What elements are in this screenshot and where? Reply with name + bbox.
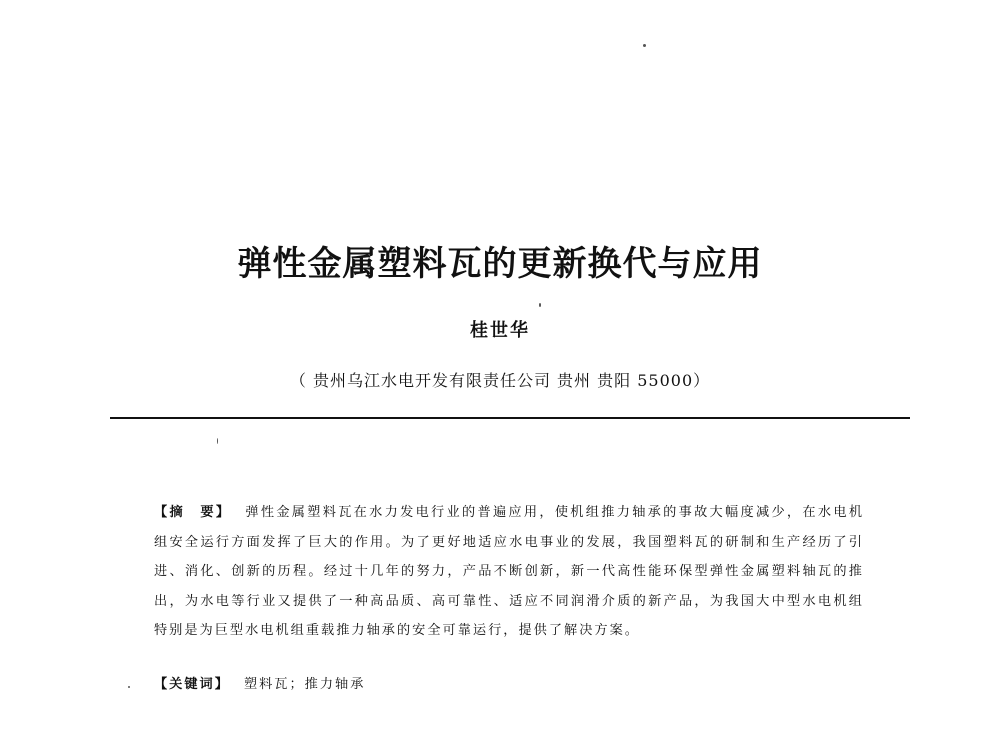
keywords-label: 【关键词】 xyxy=(154,677,230,692)
scan-speck xyxy=(643,44,646,47)
author-affiliation: （ 贵州乌江水电开发有限责任公司 贵州 贵阳 55000） xyxy=(289,371,711,390)
keywords-text: 塑料瓦；推力轴承 xyxy=(243,677,366,692)
header-divider xyxy=(110,417,910,419)
scan-speck xyxy=(539,303,541,307)
scan-speck xyxy=(128,686,130,688)
keywords-block xyxy=(154,673,365,692)
abstract-text: 弹性金属塑料瓦在水力发电行业的普遍应用，使机组推力轴承的事故大幅度减少，在水电机组安全运行方面发挥了巨大的作用。为了更好地适应水电事业的发展，我国塑料瓦的研制和生产经历了引进、消化、创新的历程。经过十几年的努力，产品不断创新，新一代高性能环保型弹性金属塑料轴瓦的推出，为水电等行业又提供了一种高品质、高可靠性、适应不同润滑介质的新产品，为我国大中型水电机组特别是为巨型水电机组重载推力轴承的安全可靠运行，提供了解决方案。 xyxy=(154,505,865,638)
paper-title: 弹性金属塑料瓦的更新换代与应用 xyxy=(237,244,763,284)
author-name: 桂世华 xyxy=(470,320,530,341)
abstract-block xyxy=(154,498,864,646)
abstract-label: 【摘 要】 xyxy=(154,505,232,520)
scan-speck xyxy=(217,438,218,444)
